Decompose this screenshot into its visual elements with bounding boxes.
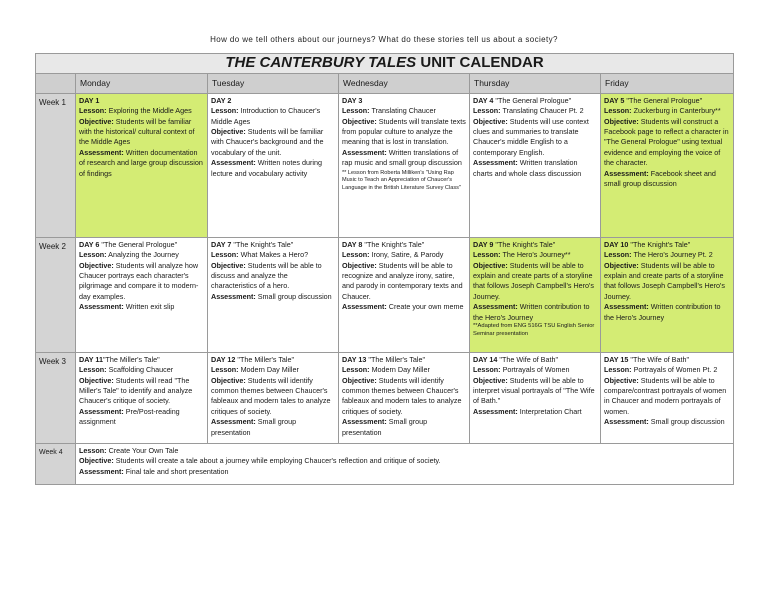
assessment-label: Assessment: [342, 302, 387, 312]
assessment-label: Assessment: [211, 417, 256, 427]
day-cell [208, 93, 339, 237]
lesson-text: Zuckerburg in Canterbury** [633, 106, 721, 116]
assessment-label: Assessment: [342, 147, 387, 157]
day-title: "The Knight's Tale" [362, 239, 425, 249]
header-corner [36, 74, 76, 93]
objective-label: Objective: [79, 260, 114, 270]
calendar-title [36, 54, 734, 74]
day-number: DAY 2 [211, 95, 232, 105]
source-note: ** Lesson from Roberta Milliken's "Using Rap Music to Teach an Appreciation of Chaucer's Language in the British Literature Survey Class" [342, 169, 461, 191]
day-number: DAY 14 [473, 354, 498, 364]
lesson-text: Analyzing the Journey [108, 250, 179, 260]
week-label: Week 4 [36, 443, 76, 484]
header-friday: Friday [601, 74, 734, 93]
day-cell [339, 237, 470, 352]
week-4-row [36, 443, 734, 484]
assessment-text: Written contribution to the Hero's Journey [473, 302, 590, 322]
day-cell [76, 352, 208, 443]
lesson-text: The Hero's Journey Pt. 2 [633, 250, 713, 260]
objective-label: Objective: [342, 260, 377, 270]
objective-text: Students will be able to explain and create parts of a storyline that follows Joseph Campbell's Hero's Journey. [604, 260, 725, 301]
assessment-label: Assessment: [79, 147, 124, 157]
lesson-text: Translating Chaucer Pt. 2 [502, 106, 584, 116]
objective-text: Students will be familiar with the historical/ cultural context of the Middle Ages [79, 116, 195, 147]
lesson-label: Lesson: [211, 365, 239, 375]
day-cell [76, 237, 208, 352]
objective-label: Objective: [211, 260, 246, 270]
assessment-label: Assessment: [211, 158, 256, 168]
assessment-label: Assessment: [79, 466, 124, 476]
lesson-label: Lesson: [604, 365, 632, 375]
lesson-label: Lesson: [604, 250, 632, 260]
objective-text: Students will be able to recognize and analyze irony, satire, and parody in contemporary texts and Chaucer. [342, 260, 463, 301]
lesson-text: Modern Day Miller [371, 365, 430, 375]
assessment-text: Written documentation of research and large group discussion of findings [79, 147, 203, 178]
objective-label: Objective: [211, 127, 246, 137]
essential-question: How do we tell others about our journeys? What do these stories tell us about a society? [210, 35, 558, 44]
day-cell [601, 352, 734, 443]
week-1-row [36, 93, 734, 237]
lesson-label: Lesson: [342, 365, 370, 375]
lesson-text: Portrayals of Women Pt. 2 [633, 365, 718, 375]
assessment-label: Assessment: [473, 302, 518, 312]
objective-label: Objective: [342, 375, 377, 385]
day-title: "The General Prologue" [99, 239, 178, 249]
objective-label: Objective: [211, 375, 246, 385]
lesson-label: Lesson: [342, 106, 370, 116]
lesson-label: Lesson: [473, 250, 501, 260]
title-italic: THE CANTERBURY TALES [225, 54, 417, 71]
day-cell [208, 352, 339, 443]
objective-label: Objective: [473, 116, 508, 126]
day-cell [339, 93, 470, 237]
lesson-label: Lesson: [211, 106, 239, 116]
header-thursday: Thursday [470, 74, 601, 93]
day-title: "The Miller's Tale" [102, 354, 160, 364]
objective-text: Students will be able to compare/contrast portrayals of women in Chaucer and modern portrayals of women. [604, 375, 727, 416]
day-title: "The General Prologue" [624, 95, 703, 105]
week-4-cell [76, 443, 734, 484]
day-number: DAY 10 [604, 239, 629, 249]
lesson-text: The Hero's Journey** [502, 250, 571, 260]
day-number: DAY 15 [604, 354, 629, 364]
assessment-text: Written notes during lecture and vocabulary activity [211, 158, 322, 178]
day-title: "The Knight's Tale" [493, 239, 556, 249]
header-tuesday: Tuesday [208, 74, 339, 93]
assessment-text: Interpretation Chart [519, 406, 582, 416]
assessment-text: Pre/Post-reading assignment [79, 406, 180, 427]
day-title: "The Wife of Bath" [628, 354, 690, 364]
assessment-text: Create your own meme [388, 302, 464, 312]
objective-text: Students will analyze how Chaucer portrays each character's pilgrimage and compare it to modern-day examples. [79, 260, 199, 301]
lesson-text: Modern Day Miller [240, 365, 299, 375]
assessment-text: Written exit slip [125, 302, 175, 312]
day-title: "The General Prologue" [493, 95, 572, 105]
week-2-row [36, 237, 734, 352]
week-3-row [36, 352, 734, 443]
week-4-objective: Students will create a tale about a journey while employing Chaucer's reflection and critique of society. [115, 456, 441, 466]
day-number: DAY 9 [473, 239, 494, 249]
objective-text: Students will translate texts from popular culture to analyze the meaning that is lost in translation. [342, 116, 466, 147]
title-rest: UNIT CALENDAR [416, 54, 544, 71]
lesson-label: Lesson: [79, 445, 107, 455]
assessment-text: Written contribution to the Hero's Journey [604, 302, 721, 322]
assessment-label: Assessment: [342, 417, 387, 427]
day-cell [601, 93, 734, 237]
assessment-label: Assessment: [79, 302, 124, 312]
week-label: Week 3 [36, 352, 76, 443]
lesson-label: Lesson: [342, 250, 370, 260]
day-number: DAY 3 [342, 95, 363, 105]
week-label: Week 2 [36, 237, 76, 352]
objective-text: Students will be able to discuss and analyze the characteristics of a hero. [211, 260, 322, 291]
assessment-label: Assessment: [473, 406, 518, 416]
lesson-text: Irony, Satire, & Parody [371, 250, 444, 260]
day-title: "The Knight's Tale" [628, 239, 691, 249]
objective-label: Objective: [79, 116, 114, 126]
lesson-label: Lesson: [211, 250, 239, 260]
day-cell [339, 352, 470, 443]
lesson-label: Lesson: [79, 106, 107, 116]
objective-text: Students will be familiar with Chaucer's background and the vocabulary of the unit. [211, 127, 324, 157]
week-label: Week 1 [36, 93, 76, 237]
objective-label: Objective: [79, 375, 114, 385]
objective-text: Students will be able to explain and create parts of a storyline that follows Joseph Campbell's Hero's Journey. [473, 260, 594, 301]
assessment-label: Assessment: [79, 406, 124, 416]
day-number: DAY 11 [79, 354, 103, 364]
objective-text: Students will be able to interpret visual portrayals of "The Wife of Bath." [473, 375, 595, 406]
objective-label: Objective: [604, 375, 639, 385]
lesson-label: Lesson: [473, 365, 501, 375]
day-title: "The Wife of Bath" [497, 354, 559, 364]
objective-text: Students will read "The Miller's Tale" to identify and analyze Chaucer's critique of society. [79, 375, 193, 406]
header-monday: Monday [76, 74, 208, 93]
day-number: DAY 6 [79, 239, 100, 249]
objective-label: Objective: [79, 456, 114, 466]
assessment-label: Assessment: [211, 291, 256, 301]
objective-label: Objective: [604, 260, 639, 270]
lesson-label: Lesson: [473, 106, 501, 116]
weekday-header-row [36, 74, 734, 93]
day-number: DAY 4 [473, 95, 494, 105]
day-title: "The Miller's Tale" [366, 354, 426, 364]
day-number: DAY 13 [342, 354, 367, 364]
assessment-label: Assessment: [473, 158, 518, 168]
objective-text: Students will identify common themes between Chaucer's fableaux and modern tales to analyze critiques of society. [342, 375, 462, 416]
day-cell [470, 352, 601, 443]
lesson-label: Lesson: [79, 365, 107, 375]
week-4-lesson: Create Your Own Tale [108, 445, 179, 455]
assessment-text: Facebook sheet and small group discussion [604, 168, 716, 189]
assessment-text: Small group discussion [257, 291, 332, 301]
day-number: DAY 7 [211, 239, 232, 249]
day-title: "The Knight's Tale" [231, 239, 294, 249]
objective-text: Students will construct a Facebook page to reflect a character in "The General Prologue" using textual evidence and employing the voice of the character. [604, 116, 729, 168]
header-wednesday: Wednesday [339, 74, 470, 93]
lesson-label: Lesson: [604, 106, 632, 116]
assessment-text: Small group presentation [342, 417, 428, 437]
day-cell [76, 93, 208, 237]
assessment-label: Assessment: [604, 302, 649, 312]
lesson-text: Exploring the Middle Ages [108, 106, 192, 116]
objective-text: Students will use context clues and summaries to translate Chaucer's middle English to a contemporary English. [473, 116, 589, 157]
day-cell [470, 237, 601, 352]
objective-label: Objective: [342, 116, 377, 126]
day-number: DAY 1 [79, 95, 100, 105]
day-number: DAY 12 [211, 354, 236, 364]
week-4-assessment: Final tale and short presentation [125, 466, 229, 476]
source-note: **Adapted from ENG 516G TSU English Senior Seminar presentation [473, 323, 595, 337]
assessment-label: Assessment: [604, 168, 649, 178]
assessment-text: Small group presentation [211, 417, 297, 437]
objective-label: Objective: [604, 116, 639, 126]
lesson-text: Portrayals of Women [502, 365, 570, 375]
assessment-label: Assessment: [604, 417, 649, 427]
objective-text: Students will identify common themes between Chaucer's fableaux and modern tales to analyze critiques of society. [211, 375, 331, 416]
day-number: DAY 5 [604, 95, 625, 105]
lesson-text: Scaffolding Chaucer [108, 365, 174, 375]
day-cell [470, 93, 601, 237]
day-cell [208, 237, 339, 352]
lesson-text: What Makes a Hero? [240, 250, 309, 260]
objective-label: Objective: [473, 260, 508, 270]
lesson-text: Introduction to Chaucer's Middle Ages [211, 106, 321, 126]
assessment-text: Small group discussion [650, 417, 725, 427]
assessment-text: Written translation charts and whole class discussion [473, 158, 582, 178]
day-cell [601, 237, 734, 352]
day-title: "The Miller's Tale" [235, 354, 295, 364]
unit-calendar-table [35, 53, 734, 485]
lesson-text: Translating Chaucer [371, 106, 436, 116]
assessment-text: Written translations of rap music and small group discussion [342, 147, 462, 168]
lesson-label: Lesson: [79, 250, 107, 260]
day-number: DAY 8 [342, 239, 363, 249]
objective-label: Objective: [473, 375, 508, 385]
